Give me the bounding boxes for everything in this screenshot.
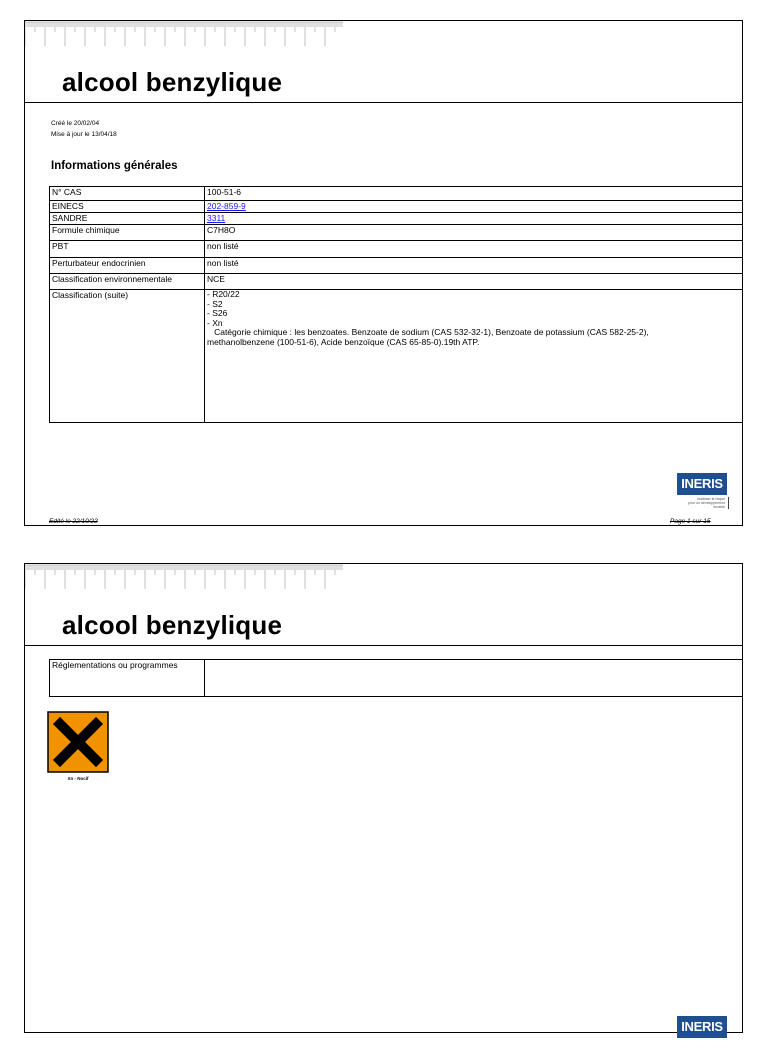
table-row <box>50 213 743 225</box>
ineris-logo <box>677 1016 729 1052</box>
updated-date: Mise à jour le 13/04/18 <box>51 131 117 138</box>
classification-line: - Xn <box>207 317 223 328</box>
document-page-2 <box>24 563 743 1033</box>
document-page-1 <box>24 20 743 526</box>
regulations-table <box>49 659 743 697</box>
classification-line: methanolbenzene (100-51-6), Acide benzoïque (CAS 65-85-0).19th ATP. <box>207 336 480 347</box>
logo-text: INERIS <box>677 1016 727 1038</box>
row-value <box>205 660 743 697</box>
row-label: Classification environnementale <box>50 274 205 290</box>
hazard-label: Xn - Nocif <box>67 776 89 781</box>
ruler-scale-icon <box>25 564 343 590</box>
ruler-scale-icon <box>25 21 343 47</box>
footer-edit-date: Edité le 22/10/22 <box>49 518 98 525</box>
row-value: non listé <box>205 258 743 274</box>
row-label: SANDRE <box>50 213 205 225</box>
table-row <box>50 225 743 241</box>
table-row <box>50 241 743 258</box>
page-title: alcool benzylique <box>62 67 283 97</box>
classification-line: - R20/22 <box>207 289 240 299</box>
harmful-cross-icon <box>47 711 109 773</box>
sandre-link[interactable]: 3311 <box>207 213 226 223</box>
general-info-table <box>49 186 743 423</box>
row-label: PBT <box>50 241 205 258</box>
table-row <box>50 258 743 274</box>
row-label: Perturbateur endocrinien <box>50 258 205 274</box>
classification-line: - S2 <box>207 298 223 309</box>
classification-line: - S26 <box>207 308 228 318</box>
row-label: Formule chimique <box>50 225 205 241</box>
einecs-link[interactable]: 202-859-9 <box>207 201 246 211</box>
logo-text: INERIS <box>677 473 727 495</box>
classification-line: Catégorie chimique : les benzoates. Benzoate de sodium (CAS 532-32-1), Benzoate de potassium (CAS 582-25-2), <box>207 327 649 337</box>
page-title: alcool benzylique <box>62 610 283 640</box>
row-value: C7H8O <box>205 225 743 241</box>
section-title: Informations générales <box>51 160 178 172</box>
classification-details <box>205 290 743 423</box>
table-row <box>50 187 743 201</box>
row-label: Classification (suite) <box>50 290 205 423</box>
logo-tagline: maîtriser le risque <box>697 497 725 501</box>
row-value: 100-51-6 <box>205 187 743 201</box>
row-label: N° CAS <box>50 187 205 201</box>
created-date: Créé le 20/02/04 <box>51 120 100 127</box>
ineris-logo <box>677 473 729 509</box>
table-row <box>50 274 743 290</box>
footer-page-number: Page 1 sur 15 <box>670 518 711 525</box>
row-label: Réglementations ou programmes <box>50 660 205 697</box>
row-label: EINECS <box>50 201 205 213</box>
row-value: NCE <box>205 274 743 290</box>
logo-tagline: pour un développement durable <box>688 501 725 509</box>
table-row <box>50 290 743 423</box>
table-row <box>50 660 743 697</box>
table-row <box>50 201 743 213</box>
title-divider <box>25 102 742 103</box>
title-divider <box>25 645 742 646</box>
row-value: non listé <box>205 241 743 258</box>
